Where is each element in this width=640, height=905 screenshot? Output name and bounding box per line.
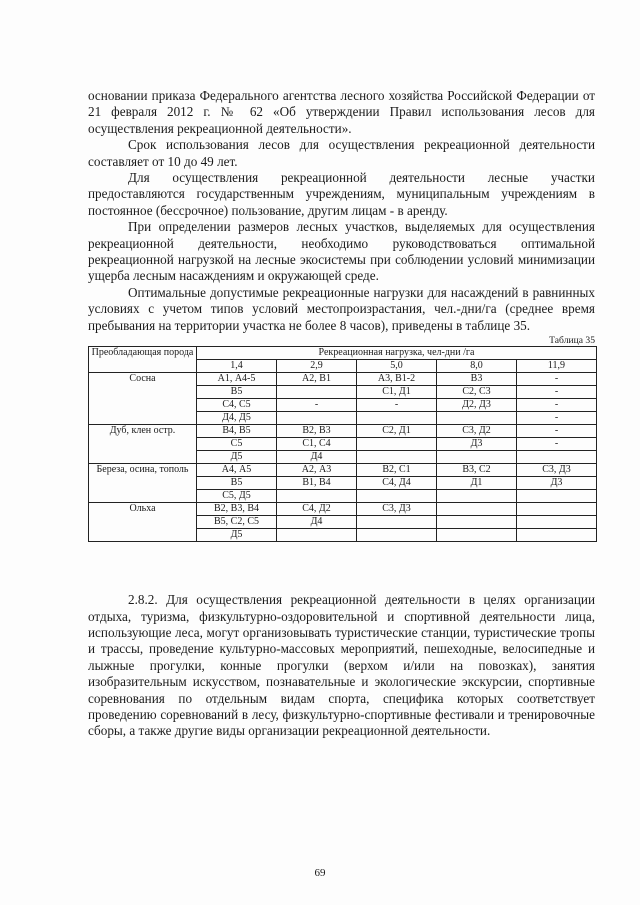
site-type-cell: Д2, Д3 <box>437 399 517 412</box>
site-type-cell <box>437 516 517 529</box>
site-type-cell: - <box>517 399 597 412</box>
site-type-cell: С5, Д5 <box>197 490 277 503</box>
site-type-cell <box>277 490 357 503</box>
site-type-cell: Д4 <box>277 451 357 464</box>
site-type-cell <box>277 386 357 399</box>
site-type-cell <box>357 412 437 425</box>
site-type-cell: А3, В1-2 <box>357 373 437 386</box>
site-type-cell <box>357 529 437 542</box>
paragraph-3: Для осуществления рекреационной деятельности лесные участки предоставляются государственным учреждениям, муниципальным учреждениям в постоянное (бессрочное) пользование, другим лицам - в аренду. <box>88 170 595 218</box>
site-type-cell: В5 <box>197 477 277 490</box>
site-type-cell <box>437 490 517 503</box>
site-type-cell <box>357 516 437 529</box>
site-type-cell: Д5 <box>197 529 277 542</box>
table-row <box>89 425 597 438</box>
site-type-cell <box>437 529 517 542</box>
site-type-cell: - <box>277 399 357 412</box>
site-type-cell: В2, В3, В4 <box>197 503 277 516</box>
site-type-cell: С1, Д1 <box>357 386 437 399</box>
site-type-cell: Д4, Д5 <box>197 412 277 425</box>
header-species: Преобладающая порода <box>89 347 197 373</box>
load-value: 8,0 <box>437 360 517 373</box>
site-type-cell <box>517 490 597 503</box>
site-type-cell <box>437 451 517 464</box>
site-type-cell <box>357 438 437 451</box>
site-type-cell <box>517 451 597 464</box>
site-type-cell: А4, А5 <box>197 464 277 477</box>
site-type-cell: С4, С5 <box>197 399 277 412</box>
site-type-cell: В4, В5 <box>197 425 277 438</box>
species-cell: Сосна <box>89 373 197 425</box>
site-type-cell: С3, Д3 <box>517 464 597 477</box>
site-type-cell: А2, А3 <box>277 464 357 477</box>
site-type-cell: А2, В1 <box>277 373 357 386</box>
page-number: 69 <box>314 867 326 879</box>
site-type-cell <box>517 529 597 542</box>
site-type-cell: - <box>517 412 597 425</box>
site-type-cell <box>277 412 357 425</box>
paragraph-2: Срок использования лесов для осуществления рекреационной деятельности составляет от 10 до 49 лет. <box>88 137 595 169</box>
load-value: 5,0 <box>357 360 437 373</box>
site-type-cell: С3, Д2 <box>437 425 517 438</box>
site-type-cell: С3, Д3 <box>357 503 437 516</box>
site-type-cell <box>437 503 517 516</box>
site-type-cell: С4, Д2 <box>277 503 357 516</box>
site-type-cell: В3, С2 <box>437 464 517 477</box>
site-type-cell: Д4 <box>277 516 357 529</box>
header-load: Рекреационная нагрузка, чел-дни /га <box>197 347 597 360</box>
load-value: 11,9 <box>517 360 597 373</box>
site-type-cell: В2, В3 <box>277 425 357 438</box>
site-type-cell: С5 <box>197 438 277 451</box>
species-cell: Ольха <box>89 503 197 542</box>
site-type-cell: Д1 <box>437 477 517 490</box>
site-type-cell: - <box>517 373 597 386</box>
site-type-cell: Д3 <box>517 477 597 490</box>
table-body <box>89 373 597 542</box>
site-type-cell: - <box>357 399 437 412</box>
table-row <box>89 373 597 386</box>
site-type-cell: С2, Д1 <box>357 425 437 438</box>
paragraph-1: основании приказа Федерального агентства лесного хозяйства Российской Федерации от 21 февраля 2012 г. № 62 «Об утверждении Правил использования лесов для осуществления рекреационной деятельности». <box>88 88 595 136</box>
site-type-cell: В1, В4 <box>277 477 357 490</box>
page-body <box>88 88 595 740</box>
site-type-cell: В3 <box>437 373 517 386</box>
site-type-cell: В5 <box>197 386 277 399</box>
site-type-cell <box>277 529 357 542</box>
site-type-cell <box>357 490 437 503</box>
species-cell: Дуб, клен остр. <box>89 425 197 464</box>
paragraph-5: Оптимальные допустимые рекреационные нагрузки для насаждений в равнинных условиях с учетом типов условий местопроизрастания, чел.-дни/га (среднее время пребывания на территории участка не более 8 часов), приведены в таблице 35. <box>88 284 595 333</box>
site-type-cell <box>357 451 437 464</box>
table-row <box>89 464 597 477</box>
load-value: 1,4 <box>197 360 277 373</box>
species-cell: Береза, осина, тополь <box>89 464 197 503</box>
site-type-cell: В2, С1 <box>357 464 437 477</box>
paragraph-2-8-2: 2.8.2. Для осуществления рекреационной деятельности в целях организации отдыха, туризма, физкультурно-оздоровительной и спортивной деятельности лица, использующие леса, могут организовывать туристические станции, туристические тропы и трассы, проведение культурно-массовых мероприятий, пешеходные, велосипедные и лыжные прогулки, конные прогулки (верхом и/или на повозках), занятия изобразительным искусством, познавательные и экологические экскурсии, спортивные соревнования по отдельным видам спорта, специфика которых соответствует проведению соревнований в лесу, физкультурно-спортивные фестивали и тренировочные сборы, а также другие виды организации рекреационной деятельности. <box>88 592 595 739</box>
site-type-cell: - <box>517 386 597 399</box>
site-type-cell: В5, С2, С5 <box>197 516 277 529</box>
site-type-cell: С1, С4 <box>277 438 357 451</box>
site-type-cell: - <box>517 438 597 451</box>
recreation-load-table <box>88 346 597 542</box>
site-type-cell: А1, А4-5 <box>197 373 277 386</box>
site-type-cell: Д5 <box>197 451 277 464</box>
table-caption: Таблица 35 <box>549 335 595 347</box>
load-value: 2,9 <box>277 360 357 373</box>
site-type-cell: Д3 <box>437 438 517 451</box>
site-type-cell: С4, Д4 <box>357 477 437 490</box>
table-row <box>89 503 597 516</box>
site-type-cell <box>517 503 597 516</box>
paragraph-4: При определении размеров лесных участков, выделяемых для осуществления рекреационной деятельности, необходимо руководствоваться оптимальной рекреационной нагрузкой на лесные экосистемы при соблюдении условий минимизации ущерба лесным насаждениям и окружающей среде. <box>88 219 595 284</box>
site-type-cell: - <box>517 425 597 438</box>
site-type-cell <box>437 412 517 425</box>
site-type-cell <box>517 516 597 529</box>
site-type-cell: С2, С3 <box>437 386 517 399</box>
